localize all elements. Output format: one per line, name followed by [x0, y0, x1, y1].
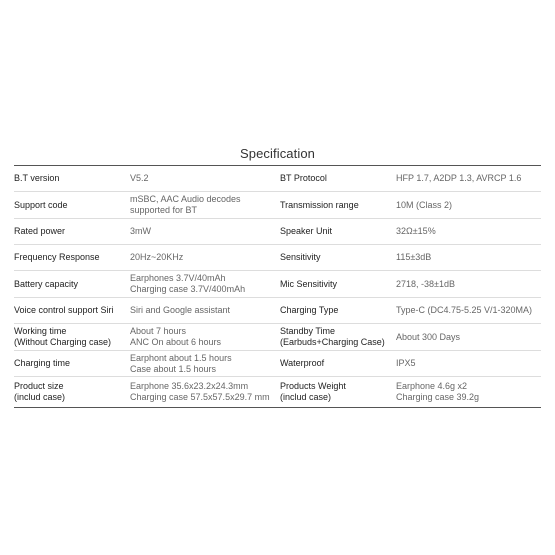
spec-label: (Earbuds+Charging Case): [280, 337, 385, 347]
spec-label: Working time: [14, 326, 67, 336]
spec-label: (includ case): [14, 391, 66, 402]
spec-value: 2718, -38±1dB: [396, 278, 455, 289]
spec-label-cell: [280, 298, 396, 323]
spec-label: Frequency Response: [14, 252, 100, 262]
spec-label-cell: [14, 245, 130, 270]
spec-value-cell: [396, 166, 541, 191]
spec-value: IPX5: [396, 358, 416, 368]
spec-label: Support code: [14, 199, 68, 210]
spec-row: [14, 351, 541, 377]
spec-value-cell: [130, 298, 280, 323]
spec-label: Speaker Unit: [280, 226, 333, 236]
spec-label-cell: [280, 377, 396, 406]
spec-value-cell: [130, 351, 280, 376]
spec-value: Siri and Google assistant: [130, 305, 231, 315]
spec-value-cell: [396, 271, 541, 297]
spec-value: mSBC, AAC Audio decodes: [130, 194, 241, 204]
spec-value-cell: [130, 377, 280, 406]
spec-value-cell: [130, 245, 280, 270]
spec-value: ANC On about 6 hours: [130, 337, 222, 347]
spec-value: About 300 Days: [396, 331, 461, 342]
spec-value-cell: [396, 351, 541, 376]
spec-value: Charging case 3.7V/400mAh: [130, 284, 246, 294]
spec-value: HFP 1.7, A2DP 1.3, AVRCP 1.6: [396, 173, 522, 183]
spec-label: Standby Time: [280, 326, 336, 336]
spec-label: Sensitivity: [280, 252, 321, 262]
spec-value-cell: [396, 219, 541, 244]
spec-label: Products Weight: [280, 380, 346, 391]
spec-row: [14, 377, 541, 406]
spec-row: [14, 298, 541, 324]
spec-label: Mic Sensitivity: [280, 278, 338, 289]
spec-row: [14, 166, 541, 192]
spec-label-cell: [280, 324, 396, 350]
spec-label: Waterproof: [280, 358, 325, 368]
spec-value-cell: [396, 324, 541, 350]
spec-label-cell: [280, 351, 396, 376]
spec-value: Earphont about 1.5 hours: [130, 352, 232, 363]
spec-label: B.T version: [14, 173, 60, 183]
spec-label: BT Protocol: [280, 173, 327, 183]
spec-value: 32Ω±15%: [396, 226, 436, 236]
spec-value: Type-C (DC4.75-5.25 V/1-320MA): [396, 305, 533, 315]
spec-label-cell: [14, 166, 130, 191]
spec-value: Case about 1.5 hours: [130, 363, 217, 374]
spec-value-cell: [130, 166, 280, 191]
spec-value-cell: [396, 298, 541, 323]
spec-value-cell: [130, 324, 280, 350]
spec-row: [14, 192, 541, 219]
spec-label-cell: [14, 271, 130, 297]
spec-value: V5.2: [130, 173, 149, 183]
spec-label-cell: [14, 298, 130, 323]
spec-label-cell: [14, 351, 130, 376]
spec-label-cell: [14, 324, 130, 350]
spec-label-cell: [280, 192, 396, 218]
spec-label: Transmission range: [280, 199, 359, 210]
spec-label: Rated power: [14, 226, 66, 236]
spec-label: (Without Charging case): [14, 337, 112, 347]
spec-label-cell: [280, 219, 396, 244]
spec-row: [14, 219, 541, 245]
spec-value: Charging case 57.5x57.5x29.7 mm: [130, 391, 270, 402]
spec-value-cell: [130, 192, 280, 218]
spec-value: About 7 hours: [130, 326, 187, 336]
spec-value: supported for BT: [130, 205, 198, 215]
spec-value-cell: [396, 377, 541, 406]
spec-value: 20Hz~20KHz: [130, 252, 184, 262]
spec-value: Earphone 4.6g x2: [396, 380, 468, 391]
spec-value-cell: [130, 271, 280, 297]
spec-label-cell: [14, 192, 130, 218]
page-title: Specification: [239, 146, 315, 161]
spec-label: (includ case): [280, 391, 332, 402]
spec-value: Earphone 35.6x23.2x24.3mm: [130, 380, 249, 391]
spec-label: Charging time: [14, 358, 71, 368]
spec-row: [14, 324, 541, 351]
spec-table: [14, 166, 541, 406]
spec-row: [14, 245, 541, 271]
spec-label-cell: [280, 166, 396, 191]
spec-label: Battery capacity: [14, 278, 79, 289]
spec-label: Charging Type: [280, 305, 339, 315]
spec-label-cell: [280, 271, 396, 297]
spec-label: Voice control support Siri: [14, 305, 114, 315]
spec-value: 10M (Class 2): [396, 199, 453, 210]
spec-value: 115±3dB: [396, 252, 432, 262]
bottom-divider: [14, 407, 541, 408]
spec-label-cell: [14, 377, 130, 406]
spec-value-cell: [396, 245, 541, 270]
spec-value-cell: [130, 219, 280, 244]
spec-label: Product size: [14, 380, 64, 391]
spec-value: Earphones 3.7V/40mAh: [130, 273, 226, 283]
spec-row: [14, 271, 541, 298]
spec-value: Charging case 39.2g: [396, 391, 480, 402]
spec-label-cell: [14, 219, 130, 244]
spec-value: 3mW: [130, 226, 151, 236]
spec-value-cell: [396, 192, 541, 218]
spec-label-cell: [280, 245, 396, 270]
